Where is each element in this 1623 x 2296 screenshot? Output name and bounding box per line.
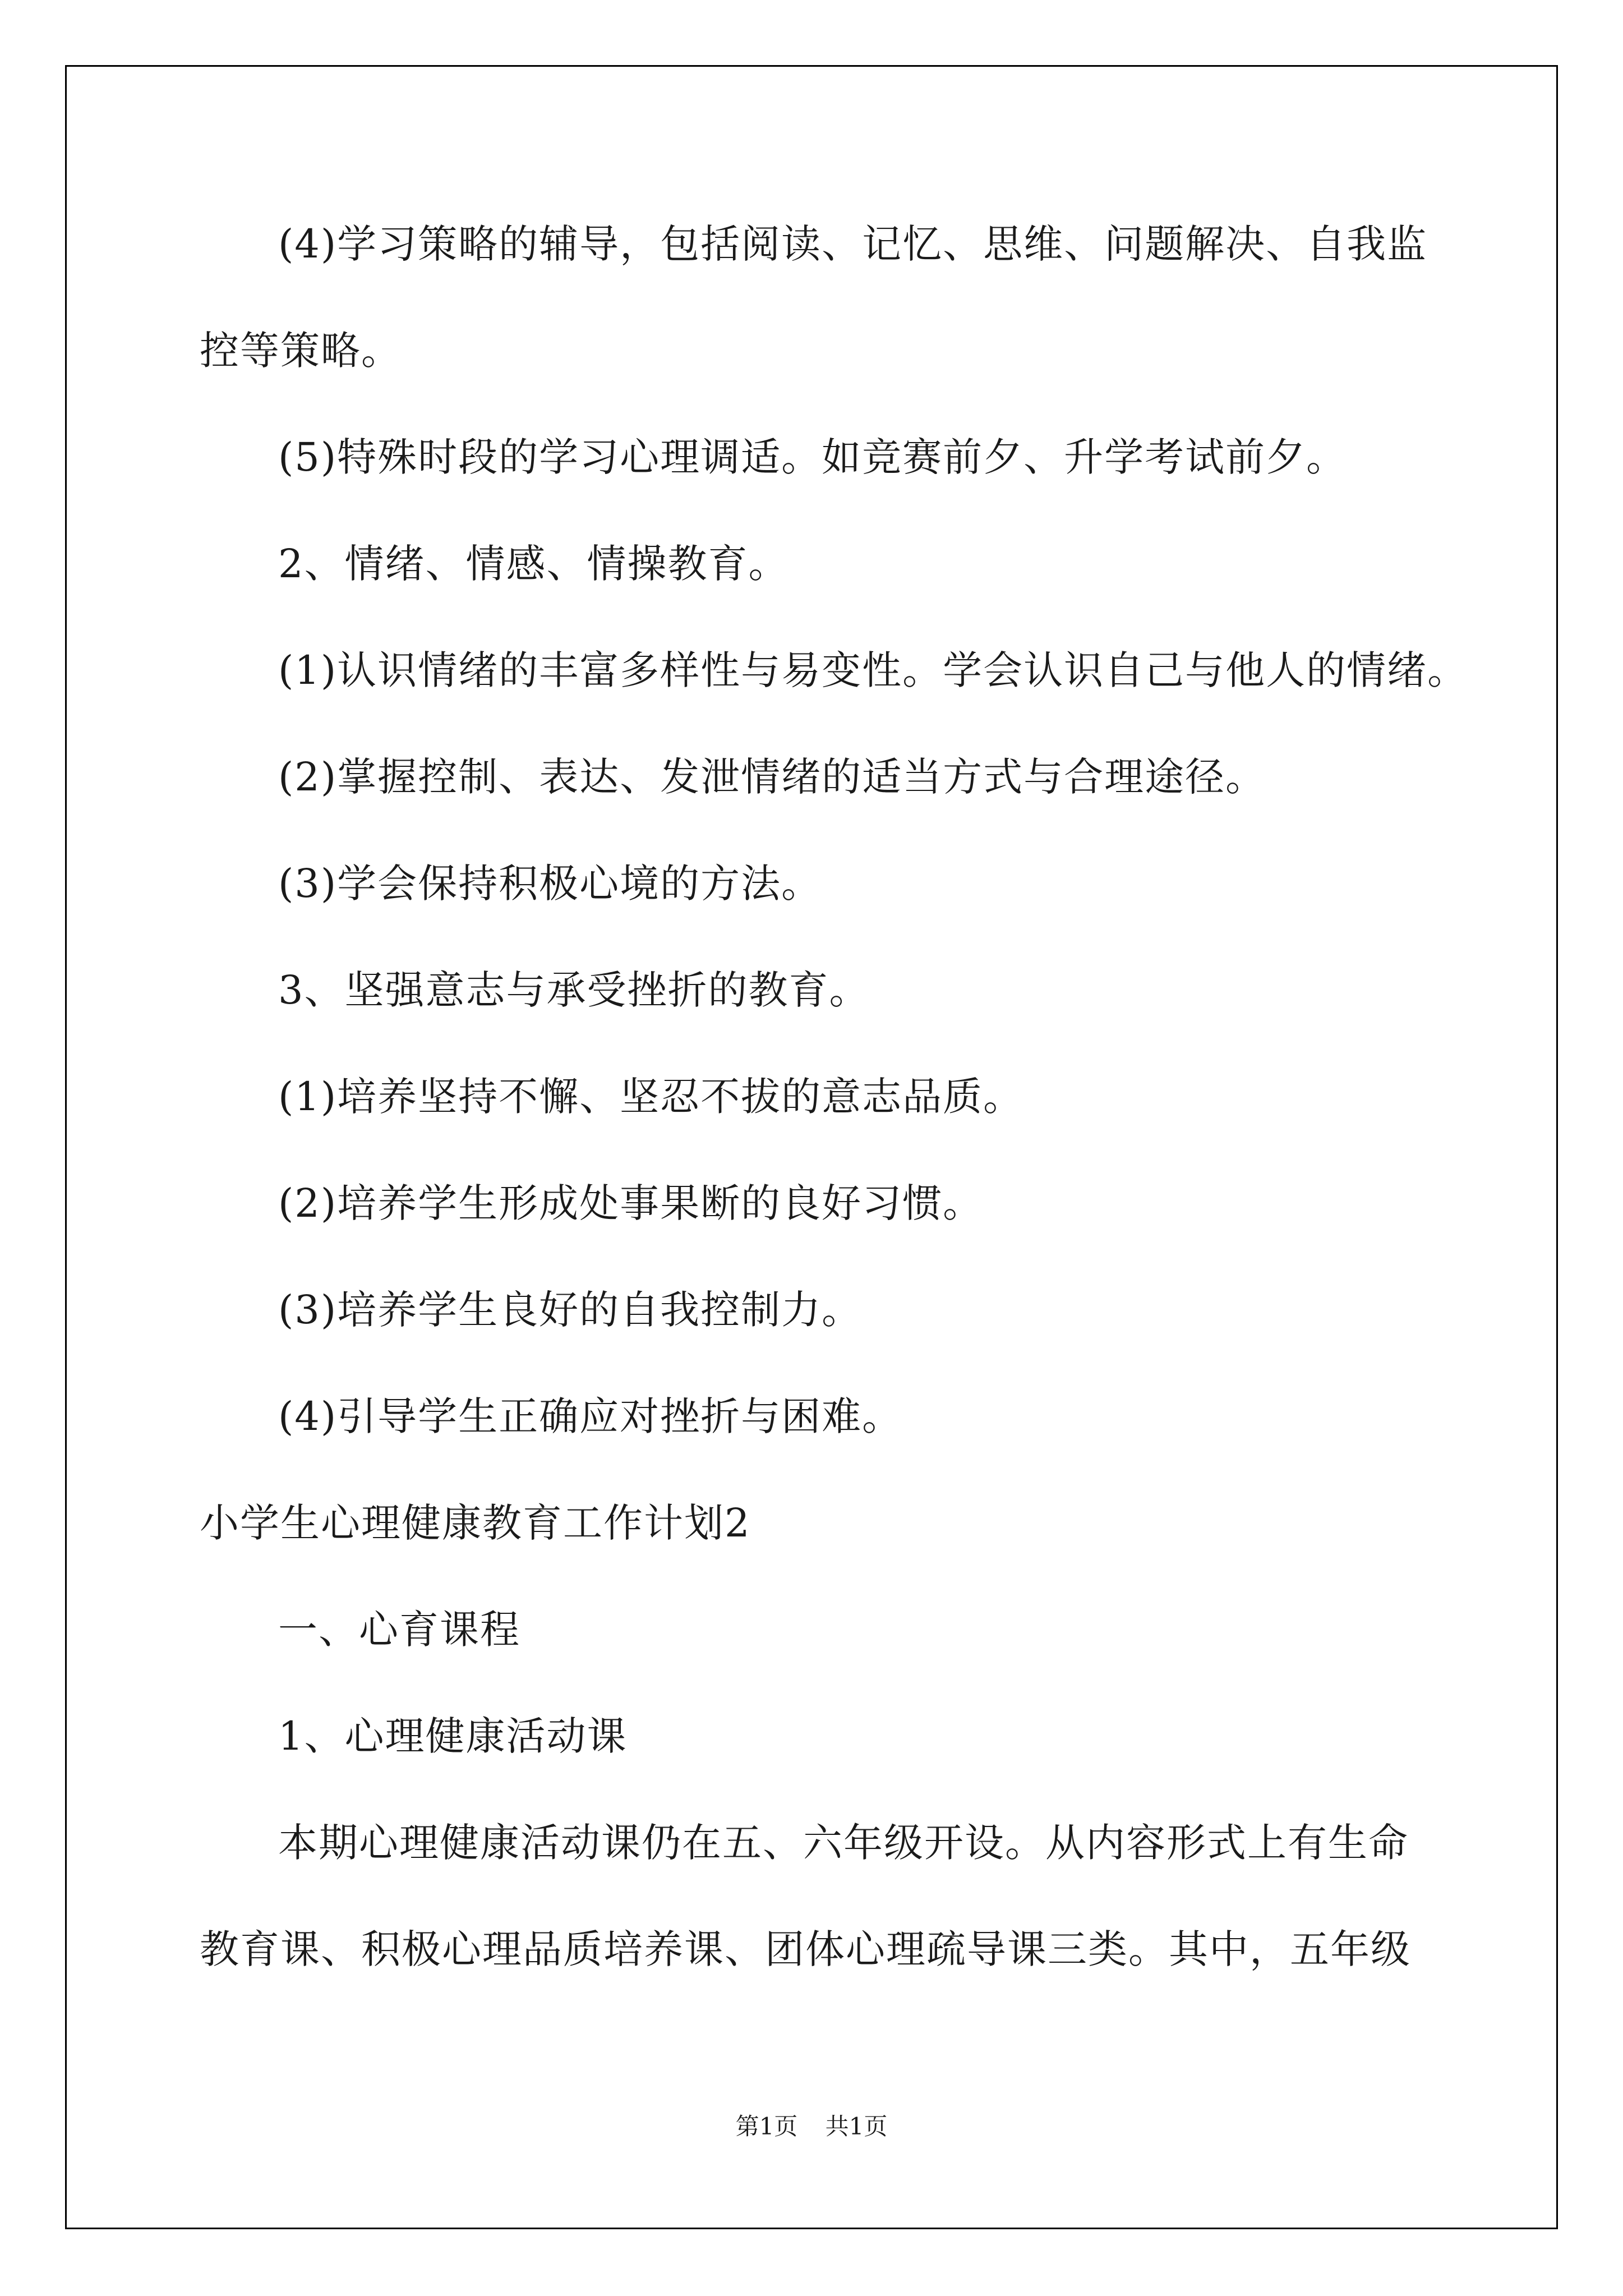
section-heading: 1、心理健康活动课 [278, 1713, 628, 1759]
paragraph-line: (2)掌握控制、表达、发泄情绪的适当方式与合理途径。 [278, 754, 1266, 800]
paragraph-line: 教育课、积极心理品质培养课、团体心理疏导课三类。其中，五年级 [200, 1926, 1411, 1972]
page-footer [0, 2113, 1623, 2141]
paragraph-line: 控等策略。 [200, 328, 402, 374]
page-number-current: 第1页 [735, 2113, 798, 2140]
page-number-total: 共1页 [825, 2113, 888, 2140]
paragraph-line: (4)引导学生正确应对挫折与困难。 [278, 1393, 903, 1439]
paragraph-line: (4)学习策略的辅导，包括阅读、记忆、思维、问题解决、自我监 [278, 221, 1428, 267]
document-title: 小学生心理健康教育工作计划2 [200, 1500, 751, 1546]
paragraph-line: (3)学会保持积极心境的方法。 [278, 861, 822, 907]
section-heading: 3、坚强意志与承受挫折的教育。 [278, 967, 870, 1013]
section-heading: 2、情绪、情感、情操教育。 [278, 541, 789, 587]
paragraph-line: (2)培养学生形成处事果断的良好习惯。 [278, 1180, 984, 1226]
page-border [65, 65, 1558, 2229]
paragraph-line: (1)认识情绪的丰富多样性与易变性。学会认识自己与他人的情绪。 [278, 647, 1468, 693]
paragraph-line: 本期心理健康活动课仍在五、六年级开设。从内容形式上有生命 [278, 1820, 1409, 1866]
section-heading: 一、心育课程 [278, 1607, 520, 1653]
paragraph-line: (5)特殊时段的学习心理调适。如竞赛前夕、升学考试前夕。 [278, 434, 1347, 480]
paragraph-line: (1)培养坚持不懈、坚忍不拔的意志品质。 [278, 1074, 1024, 1120]
paragraph-line: (3)培养学生良好的自我控制力。 [278, 1287, 863, 1333]
